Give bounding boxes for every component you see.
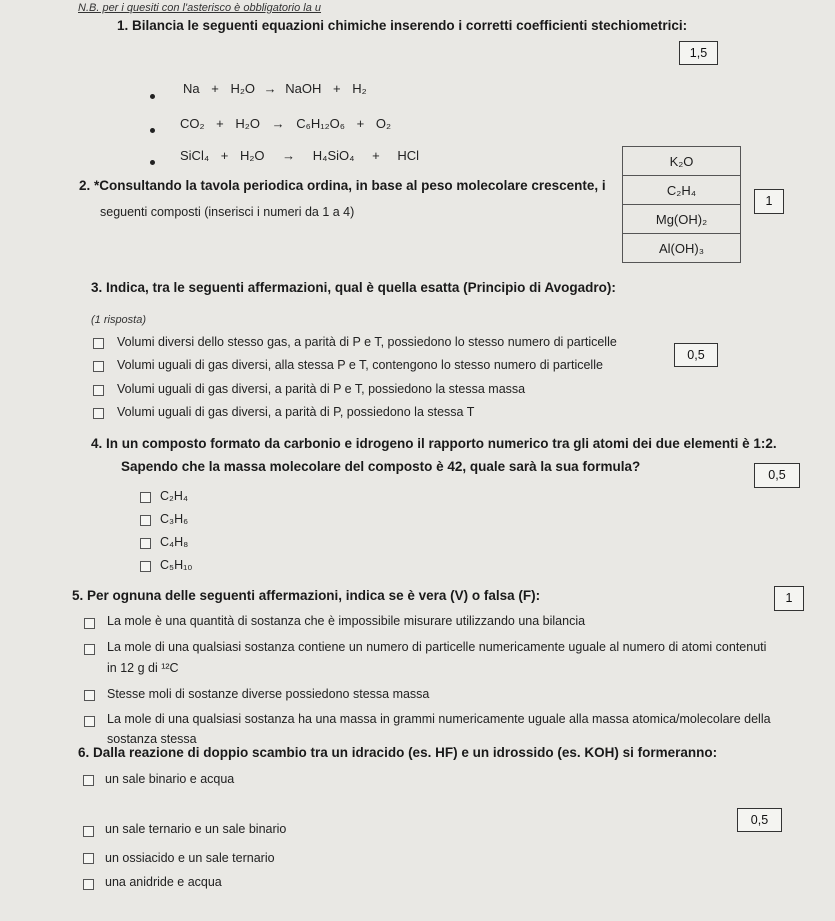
compound-cell[interactable]: Al(OH)₃	[623, 234, 741, 263]
eq2-reactant2: H₂O	[235, 116, 260, 131]
reaction-arrow: →	[282, 148, 296, 163]
score-box-q4: 0,5	[754, 463, 800, 488]
option-text: Stesse moli di sostanze diverse possiedono stessa massa	[107, 687, 430, 701]
question-4-line2: Sapendo che la massa molecolare del composto è 42, quale sarà la sua formula?	[121, 459, 641, 474]
eq1-product2: H₂	[352, 81, 367, 96]
eq2-reactant1: CO₂	[180, 116, 205, 131]
option-text: Volumi uguali di gas diversi, alla stessa P e T, contengono lo stesso numero di particelle	[117, 358, 603, 372]
equation-3	[180, 148, 419, 163]
checkbox[interactable]	[140, 561, 151, 572]
compounds-table	[622, 146, 741, 263]
checkbox[interactable]	[93, 338, 104, 349]
checkbox[interactable]	[83, 853, 94, 864]
checkbox[interactable]	[84, 618, 95, 629]
eq2-product2: O₂	[375, 116, 392, 131]
option-text: La mole di una qualsiasi sostanza ha una massa in grammi numericamente uguale alla massa atomica/molecolare della	[107, 712, 771, 726]
eq1-reactant1: Na	[183, 81, 200, 96]
question-3: 3. Indica, tra le seguenti affermazioni, qual è quella esatta (Principio di Avogadro):	[91, 280, 616, 295]
question-3-hint: (1 risposta)	[91, 314, 147, 326]
option-text: La mole di una qualsiasi sostanza contiene un numero di particelle numericamente uguale al numero di atomi contenuti	[107, 640, 767, 654]
option-text: un ossiacido e un sale ternario	[105, 851, 275, 865]
option-text: Volumi uguali di gas diversi, a parità di P e T, possiedono la stessa massa	[117, 382, 526, 396]
option-text: La mole è una quantità di sostanza che è impossibile misurare utilizzando una bilancia	[107, 614, 586, 628]
compound-cell[interactable]: K₂O	[623, 147, 741, 176]
question-2-line2: seguenti composti (inserisci i numeri da 1 a 4)	[100, 205, 355, 219]
option-text: Volumi diversi dello stesso gas, a parità di P e T, possiedono lo stesso numero di particelle	[117, 335, 617, 349]
checkbox[interactable]	[93, 385, 104, 396]
question-4-line1: 4. In un composto formato da carbonio e idrogeno il rapporto numerico tra gli atomi dei due elementi è 1:2.	[91, 436, 777, 451]
option-text: C₂H₄	[160, 489, 189, 503]
option-text: C₃H₆	[160, 512, 189, 526]
eq3-reactant1: SiCl₄	[180, 148, 210, 163]
checkbox[interactable]	[84, 690, 95, 701]
compound-cell[interactable]: Mg(OH)₂	[623, 205, 741, 234]
plus-sign: +	[356, 116, 365, 131]
option-text: una anidride e acqua	[105, 875, 222, 889]
checkbox[interactable]	[83, 879, 94, 890]
option-text: C₅H₁₀	[160, 558, 193, 572]
plus-sign: +	[372, 148, 380, 163]
plus-sign: +	[211, 81, 219, 96]
option-text: C₄H₈	[160, 535, 189, 549]
question-6: 6. Dalla reazione di doppio scambio tra un idracido (es. HF) e un idrossido (es. KOH) si formeranno:	[78, 745, 718, 760]
header-note: N.B. per i quesiti con l'asterisco è obbligatorio la u	[78, 2, 322, 14]
score-box-q2: 1	[754, 189, 784, 214]
checkbox[interactable]	[83, 775, 94, 786]
bullet	[150, 94, 155, 99]
checkbox[interactable]	[93, 361, 104, 372]
option-text: un sale binario e acqua	[105, 772, 235, 786]
option-text-continued: sostanza stessa	[107, 732, 197, 746]
score-box-q5: 1	[774, 586, 804, 611]
option-text: un sale ternario e un sale binario	[105, 822, 287, 836]
bullet	[150, 128, 155, 133]
equation-2	[180, 116, 391, 131]
checkbox[interactable]	[140, 492, 151, 503]
bullet	[150, 160, 155, 165]
question-5: 5. Per ognuna delle seguenti affermazioni, indica se è vera (V) o falsa (F):	[72, 588, 541, 603]
checkbox[interactable]	[84, 716, 95, 727]
eq3-reactant2: H₂O	[240, 148, 265, 163]
checkbox[interactable]	[93, 408, 104, 419]
reaction-arrow: →	[271, 116, 285, 131]
score-box-q6: 0,5	[737, 808, 782, 832]
plus-sign: +	[216, 116, 224, 131]
eq3-product1: H₄SiO₄	[312, 148, 355, 163]
equation-1	[183, 81, 367, 96]
checkbox[interactable]	[140, 515, 151, 526]
checkbox[interactable]	[140, 538, 151, 549]
plus-sign: +	[333, 81, 341, 96]
score-box-q1: 1,5	[679, 41, 718, 65]
checkbox[interactable]	[84, 644, 95, 655]
reaction-arrow: →	[263, 81, 277, 96]
question-2-line1: 2. *Consultando la tavola periodica ordina, in base al peso molecolare crescente, i	[79, 178, 606, 193]
score-box-q3: 0,5	[674, 343, 718, 367]
eq3-product2: HCl	[397, 148, 419, 163]
option-text: Volumi uguali di gas diversi, a parità di P, possiedono la stessa T	[117, 405, 475, 419]
eq1-product1: NaOH	[285, 81, 322, 96]
plus-sign: +	[220, 148, 229, 163]
checkbox[interactable]	[83, 826, 94, 837]
compound-cell[interactable]: C₂H₄	[623, 176, 741, 205]
eq2-product1: C₆H₁₂O₆	[296, 116, 345, 131]
eq1-reactant2: H₂O	[230, 81, 256, 96]
question-1: 1. Bilancia le seguenti equazioni chimiche inserendo i corretti coefficienti stechiometrici:	[117, 18, 688, 33]
option-text-continued: in 12 g di ¹²C	[107, 661, 179, 675]
